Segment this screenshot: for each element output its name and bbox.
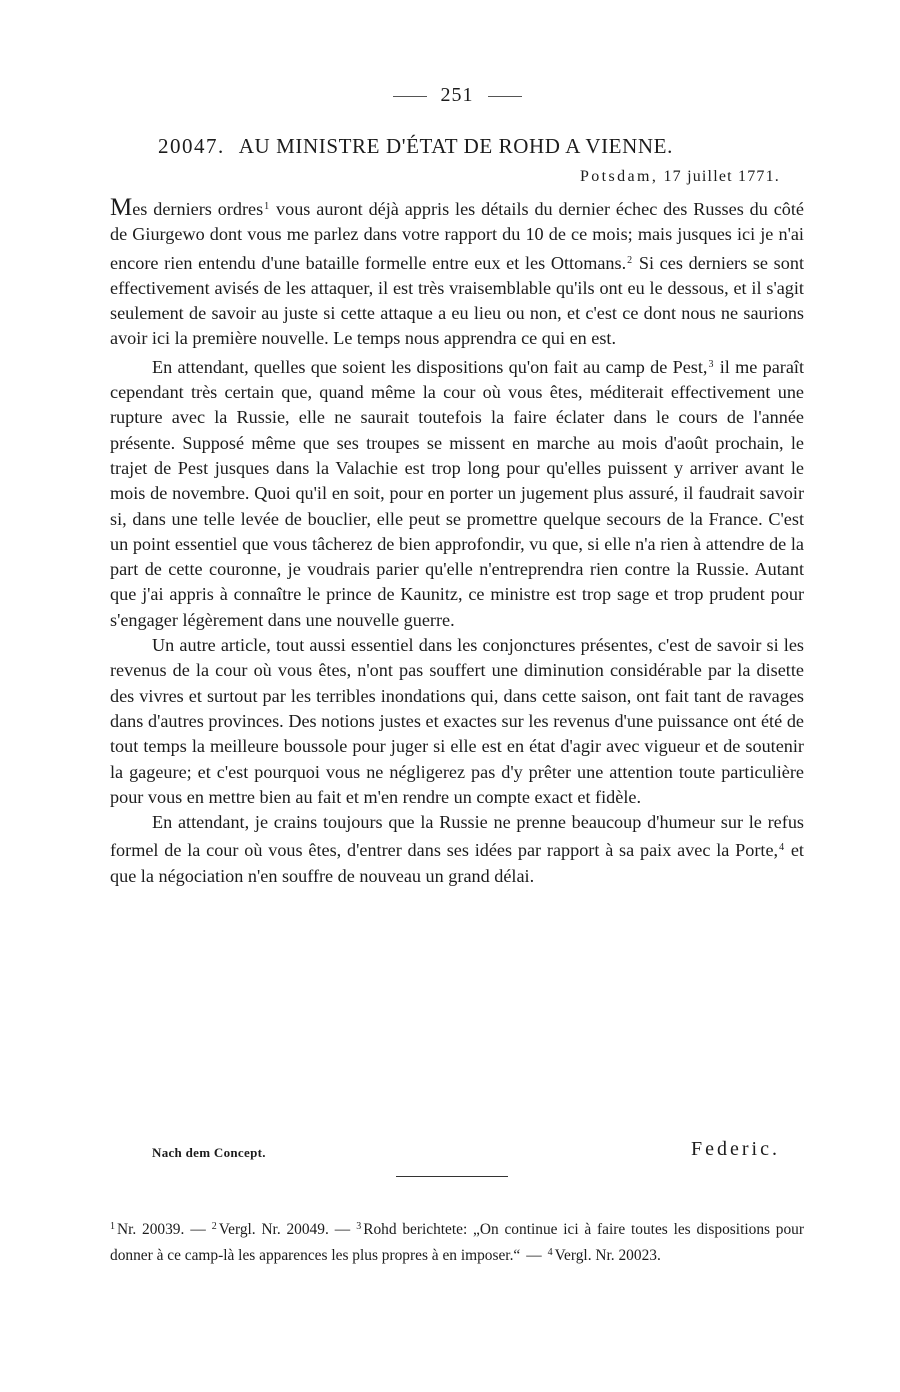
paragraph-1-text-b: vous auront déjà appris les détails du dernier échec des Russes du côté de Giurgewo dont vous me parlez dans votre rapport du 10 de ce mois; mais jusques ici je n'ai encore rien entendu d'une bataille formelle entre eux et les Ottomans.: [110, 199, 804, 273]
letter-recipient: AU MINISTRE D'ÉTAT DE ROHD A VIENNE.: [238, 134, 673, 158]
header-dash-left: [393, 96, 427, 97]
footnote-separator: —: [190, 1221, 206, 1238]
paragraph-3: Un autre article, tout aussi essentiel dans les conjonctures présentes, c'est de savoir si les revenus de la cour où vous êtes, n'ont pas souffert une diminution considérable par la disette des vivres et surtout par les terribles inondations qui, dans cette saison, ont fait tant de ravages dans d'autres provinces. Des notions justes et exactes sur les revenus d'une puissance ont été de tout temps la meilleure boussole pour juger si elle est en état d'agir avec vigueur et de soutenir la gageure; et c'est pourquoi vous ne négligerez pas d'y prêter une attention toute particulière pour vous en mettre bien au fait et m'en rendre un compte exact et fidèle.: [110, 635, 804, 807]
paragraph-2-text-b: il me paraît cependant très certain que, quand même la cour où vous êtes, méditerait effectivement une rupture avec la Russie, elle ne saurait toutefois la faire éclater dans le cours de l'année présente. Supposé même que ses troupes se missent en marche au mois d'août prochain, le trajet de Pest jusques dans la Valachie est trop long pour qu'elles puissent y arriver avant le mois de novembre. Quoi qu'il en soit, pour en porter un jugement plus assuré, il faudrait savoir si, dans une telle levée de bouclier, elle peut se promettre quelque secours de la France. C'est un point essentiel que vous tâcherez de bien approfondir, vu que, si elle n'a rien à attendre de la part de cette couronne, je voudrais parier qu'elle n'entreprendra rien contre la Russie. Autant que j'ai appris à connaître le prince de Kaunitz, ce ministre est trop sage et trop prudent pour s'engager légèrement dans une nouvelle guerre.: [110, 356, 805, 630]
drop-cap: M: [110, 194, 133, 221]
footnote-ref-1: 1: [264, 201, 270, 212]
footnote-separator: —: [334, 1221, 351, 1238]
footnote-1: Nr. 20039.: [117, 1221, 185, 1238]
footnote-3-number: 3: [356, 1221, 362, 1232]
page-header: [110, 84, 804, 107]
footnote-ref-4: 4: [779, 842, 785, 854]
paragraph-1-text-c: Si ces derniers se sont effectivement avisés de les attaquer, il est très vraisemblable qu'ils ont eu le dessous, et il s'agit seulement de savoir au juste si cette attaque a eu lieu ou non, et c'est ce dont nous ne saurions avoir ici la première nouvelle. Le temps nous apprendra ce qui en est.: [110, 252, 805, 349]
footnote-ref-2: 2: [627, 254, 633, 266]
header-dash-right: [488, 96, 522, 97]
footnote-separator: —: [526, 1246, 542, 1264]
source-note: Nach dem Concept.: [152, 1145, 266, 1160]
page-number: 251: [440, 84, 474, 106]
paragraph-4-text-b: et que la négociation n'en souffre de nouveau un grand délai.: [110, 840, 804, 886]
letter-number: 20047.: [158, 134, 225, 158]
date: 17 juillet 1771.: [663, 168, 780, 185]
paragraph-2: [110, 352, 804, 633]
footnote-3: Rohd berichtete: „On continue ici à faire toutes les dispositions pour donner à ce camp-là les apparences les plus propres à en imposer.“: [110, 1221, 804, 1264]
footnote-4: Vergl. Nr. 20023.: [554, 1246, 661, 1264]
paragraph-1: [110, 194, 804, 352]
dateline: [580, 168, 780, 186]
letter-body: [110, 194, 804, 889]
footnotes: [110, 1216, 804, 1267]
signature: Federic.: [691, 1138, 780, 1160]
paragraph-4-text-a: En attendant, je crains toujours que la Russie ne prenne beaucoup d'humeur sur le refus formel de la cour où vous êtes, d'entrer dans ses idées par rapport à sa paix avec la Porte,: [110, 812, 804, 861]
footnote-4-number: 4: [547, 1246, 553, 1258]
paragraph-4: [110, 810, 804, 889]
place: Potsdam,: [579, 168, 659, 185]
paragraph-2-text-a: En attendant, quelles que soient les dispositions qu'on fait au camp de Pest,: [152, 356, 708, 377]
footnote-divider: [396, 1176, 508, 1177]
letter-title: [158, 134, 818, 159]
footnote-2: Vergl. Nr. 20049.: [218, 1221, 329, 1238]
paragraph-1-text-a: es derniers ordres: [132, 199, 264, 219]
footnote-1-number: 1: [110, 1221, 115, 1232]
footnote-2-number: 2: [211, 1221, 217, 1232]
footnote-ref-3: 3: [708, 358, 714, 370]
